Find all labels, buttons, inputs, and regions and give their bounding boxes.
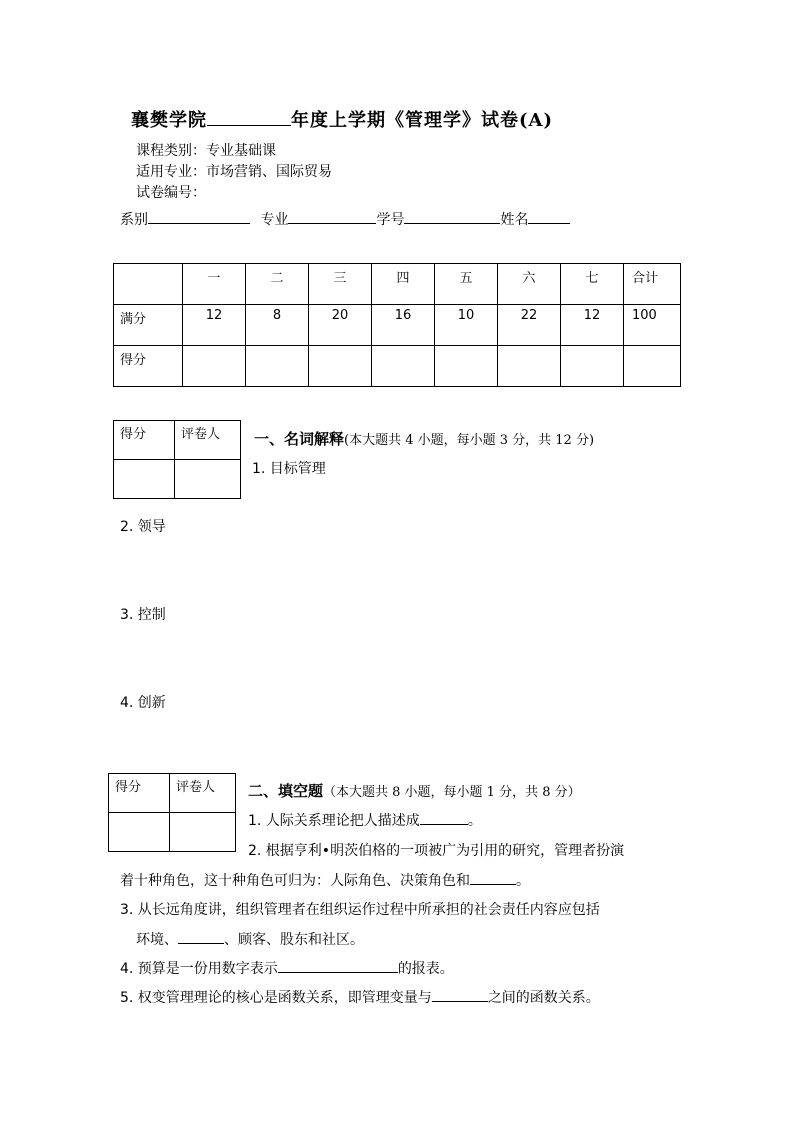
school-name: 襄樊学院 — [131, 110, 207, 131]
question-3-text: 环境、 — [136, 932, 178, 948]
got-score-cell[interactable] — [372, 346, 435, 387]
answer-blank[interactable] — [278, 958, 398, 973]
name-field[interactable] — [528, 207, 570, 224]
header-cell — [114, 264, 183, 305]
question-4-end: 的报表。 — [397, 961, 454, 977]
answer-blank[interactable] — [432, 987, 488, 1002]
answer-blank[interactable] — [420, 810, 468, 825]
majors: 适用专业：市场营销、国际贸易 — [136, 164, 332, 180]
section2-heading — [248, 780, 581, 801]
student-info-line — [120, 207, 570, 229]
question-3-end: 、顾客、股东和社区。 — [224, 932, 364, 948]
section1-title: 一、名词解释 — [254, 430, 345, 448]
got-score-label: 得分 — [114, 346, 183, 387]
section2-grader-box — [108, 773, 236, 852]
got-score-cell[interactable] — [435, 346, 498, 387]
grader-name-cell[interactable] — [170, 813, 236, 852]
section1-item: 4. 创新 — [120, 695, 166, 711]
grader-score-cell[interactable] — [109, 813, 170, 852]
id-label: 学号 — [376, 212, 405, 228]
section1-item: 2. 领导 — [120, 519, 166, 535]
id-field[interactable] — [404, 207, 500, 224]
question-4-text: 4. 预算是一份用数字表示 — [120, 961, 278, 977]
exam-title — [131, 106, 553, 132]
section1-item: 3. 控制 — [120, 607, 166, 623]
full-score-value: 20 — [309, 305, 372, 346]
question-5-text: 5. 权变管理理论的核心是函数关系，即管理变量与 — [120, 990, 432, 1006]
section1-note: (本大题共 4 小题，每小题 3 分，共 12 分) — [344, 433, 595, 448]
score-table-header-row — [114, 264, 681, 305]
dept-field[interactable] — [148, 207, 250, 224]
grader-name-label: 评卷人 — [170, 774, 236, 813]
question-1-text: 1. 人际关系理论把人描述成 — [248, 813, 420, 829]
question-3-line2 — [136, 929, 364, 949]
grader-score-label: 得分 — [114, 421, 175, 460]
score-table — [113, 263, 681, 387]
year-blank — [207, 107, 291, 126]
got-score-cell[interactable] — [561, 346, 624, 387]
question-2-line1: 2. 根据亨利•明茨伯格的一项被广为引用的研究，管理者扮演 — [248, 843, 625, 859]
got-score-cell[interactable] — [498, 346, 561, 387]
question-2-line2 — [120, 870, 530, 890]
course-type: 课程类别：专业基础课 — [136, 143, 276, 159]
header-cell: 五 — [435, 264, 498, 305]
full-score-value: 16 — [372, 305, 435, 346]
grader-score-label: 得分 — [109, 774, 170, 813]
question-5-end: 之间的函数关系。 — [487, 990, 600, 1006]
major-label: 专业 — [260, 212, 289, 228]
section1-item: 1. 目标管理 — [252, 461, 326, 477]
answer-blank[interactable] — [178, 929, 224, 944]
full-score-value: 12 — [561, 305, 624, 346]
major-field[interactable] — [288, 207, 376, 224]
paper-number: 试卷编号： — [136, 185, 206, 201]
grader-name-cell[interactable] — [175, 460, 241, 499]
dept-label: 系别 — [120, 212, 148, 228]
question-2-end: 。 — [516, 873, 530, 889]
header-cell: 六 — [498, 264, 561, 305]
question-5 — [120, 987, 600, 1007]
section2-title: 二、填空题 — [248, 782, 324, 800]
full-score-value: 10 — [435, 305, 498, 346]
header-cell: 四 — [372, 264, 435, 305]
header-cell: 三 — [309, 264, 372, 305]
question-1 — [248, 810, 482, 830]
question-1-end: 。 — [467, 813, 482, 829]
answer-blank[interactable] — [470, 870, 516, 885]
got-score-cell[interactable] — [624, 346, 681, 387]
section1-heading — [254, 428, 594, 449]
grader-name-label: 评卷人 — [175, 421, 241, 460]
full-score-label: 满分 — [114, 305, 183, 346]
got-score-cell[interactable] — [246, 346, 309, 387]
got-score-row — [114, 346, 681, 387]
full-score-value: 22 — [498, 305, 561, 346]
section1-grader-box — [113, 420, 241, 499]
question-2-text: 着十种角色，这十种角色可归为：人际角色、决策角色和 — [120, 873, 470, 889]
question-4 — [120, 958, 454, 978]
title-rest: 年度上学期《管理学》试卷(A) — [291, 110, 553, 131]
got-score-cell[interactable] — [183, 346, 246, 387]
header-cell: 七 — [561, 264, 624, 305]
question-3-line1: 3. 从长远角度讲，组织管理者在组织运作过程中所承担的社会责任内容应包括 — [120, 902, 600, 918]
section2-note: （本大题共 8 小题，每小题 1 分，共 8 分） — [323, 785, 581, 800]
header-cell: 合计 — [624, 264, 681, 305]
full-score-row — [114, 305, 681, 346]
full-score-value: 8 — [246, 305, 309, 346]
name-label: 姓名 — [500, 212, 529, 228]
header-cell: 一 — [183, 264, 246, 305]
full-score-total: 100 — [624, 305, 681, 346]
header-cell: 二 — [246, 264, 309, 305]
grader-score-cell[interactable] — [114, 460, 175, 499]
got-score-cell[interactable] — [309, 346, 372, 387]
full-score-value: 12 — [183, 305, 246, 346]
